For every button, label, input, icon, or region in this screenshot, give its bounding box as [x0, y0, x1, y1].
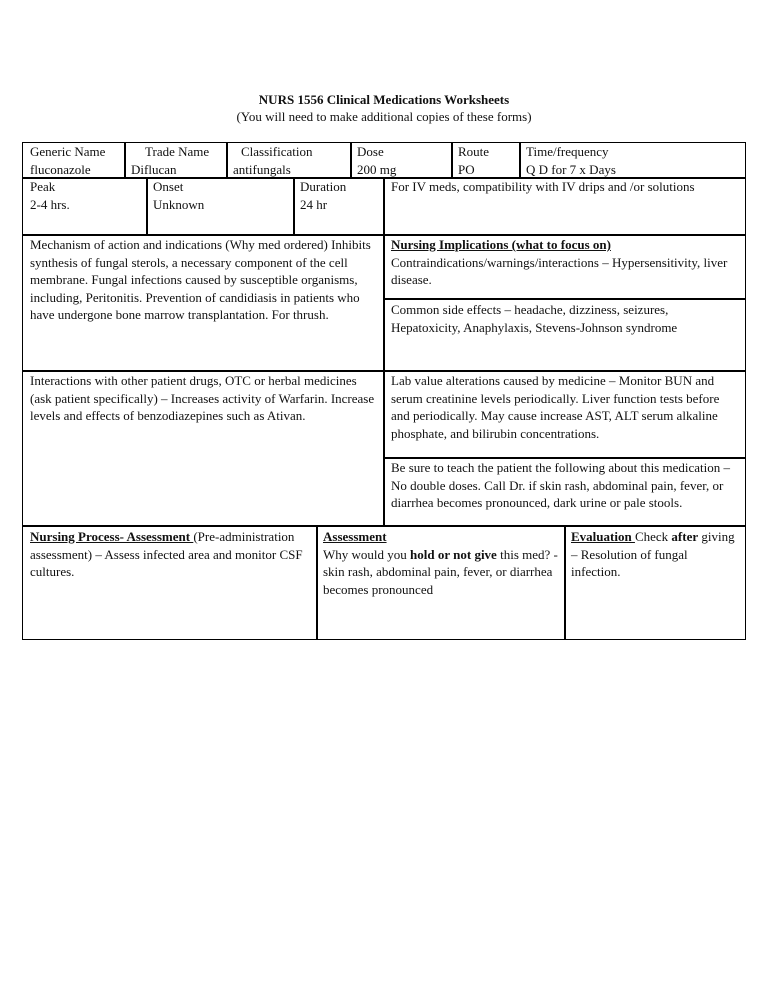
page-title: NURS 1556 Clinical Medications Worksheets	[258, 92, 510, 107]
dose-value: 200 mg	[357, 161, 397, 177]
time-frequency-value: Q D for 7 x Days	[526, 161, 616, 177]
dose-cell	[351, 143, 451, 178]
lab-values-text: Lab value alterations caused by medicine – Monitor BUN and serum creatinine levels periodically. Liver function tests before and periodically. May cause increase AST, ALT serum alkaline phosphate, and bilirubin concentrations.	[391, 373, 720, 441]
trade-name-value: Diflucan	[131, 161, 177, 177]
peak-value: 2-4 hrs.	[30, 196, 70, 212]
assessment-heading: Assessment	[323, 529, 387, 544]
duration-cell	[294, 178, 383, 213]
generic-name-value: fluconazole	[30, 161, 91, 177]
evaluation-text-bold: after	[671, 529, 699, 544]
side-effects-cell	[385, 301, 745, 336]
iv-compatibility-text: For IV meds, compatibility with IV drips and /or solutions	[391, 179, 695, 194]
interactions-text: Interactions with other patient drugs, OTC or herbal medicines (ask patient specifically) – Increases activity of Warfarin. Increase levels and effects of benzodiazepines such as Ativan.	[30, 373, 375, 423]
route-label: Route	[458, 144, 490, 159]
generic-name-label: Generic Name	[30, 144, 106, 159]
nursing-implications-heading: Nursing Implications (what to focus on)	[391, 237, 611, 252]
nursing-implications-heading-wrap	[391, 236, 739, 254]
time-frequency-cell	[520, 143, 745, 178]
mechanism-cell	[24, 236, 383, 324]
assessment-heading-wrap	[323, 528, 558, 546]
trade-name-cell	[125, 143, 226, 178]
nursing-implications-text: Contraindications/warnings/interactions – Hypersensitivity, liver disease.	[391, 254, 728, 287]
generic-name-cell	[24, 143, 124, 178]
nursing-process-text: (Pre-administration assessment) – Assess infected area and monitor CSF cultures.	[30, 529, 303, 579]
mechanism-text: Mechanism of action and indications (Why med ordered) Inhibits synthesis of fungal sterols, a necessary component of the cell membrane. Fungal infections caused by susceptible organisms, including, Peritonitis. Prevention of candidiasis in patients who have undergone bone marrow transplantation. For thrush.	[30, 237, 371, 322]
page-subtitle: (You will need to make additional copies of these forms)	[236, 109, 532, 124]
peak-cell	[24, 178, 146, 213]
patient-teaching-text: Be sure to teach the patient the following about this medication – No double doses. Call Dr. if skin rash, abdominal pain, fever, or diarrhea becomes pronounced, dark urine or pale stools.	[391, 460, 730, 510]
onset-label: Onset	[153, 179, 184, 194]
evaluation-cell	[565, 528, 745, 581]
divider	[384, 298, 746, 300]
assessment-text-post: this med? - skin rash, abdominal pain, fever, or diarrhea becomes pronounced	[323, 546, 558, 597]
assessment-text-pre: Why would you	[323, 546, 411, 562]
evaluation-text-pre: Check	[634, 529, 672, 544]
assessment-text-bold: hold or not give	[410, 546, 497, 562]
duration-label: Duration	[300, 179, 347, 194]
dose-label: Dose	[357, 144, 384, 159]
route-cell	[452, 143, 519, 178]
duration-value: 24 hr	[300, 196, 328, 212]
nursing-process-heading: Nursing Process- Assessment	[30, 529, 194, 544]
peak-label: Peak	[30, 179, 56, 194]
trade-name-label: Trade Name	[145, 144, 210, 159]
time-frequency-label: Time/frequency	[526, 144, 609, 159]
evaluation-heading: Evaluation	[571, 529, 635, 544]
patient-teaching-cell	[385, 459, 745, 512]
nursing-implications-cell	[385, 236, 745, 289]
interactions-cell	[24, 372, 383, 425]
onset-cell	[147, 178, 293, 213]
classification-value: antifungals	[233, 161, 291, 177]
lab-values-cell	[385, 372, 745, 442]
classification-label: Classification	[241, 144, 313, 159]
side-effects-text: Common side effects – headache, dizziness, seizures, Hepatoxicity, Anaphylaxis, Stevens-Johnson syndrome	[391, 302, 678, 335]
assessment-cell	[317, 528, 564, 598]
iv-compatibility-cell	[385, 178, 745, 196]
nursing-process-cell	[24, 528, 316, 581]
route-value: PO	[458, 161, 475, 177]
onset-value: Unknown	[153, 196, 205, 212]
classification-cell	[227, 143, 350, 178]
evaluation-text-post: giving – Resolution of fungal infection.	[571, 529, 735, 579]
